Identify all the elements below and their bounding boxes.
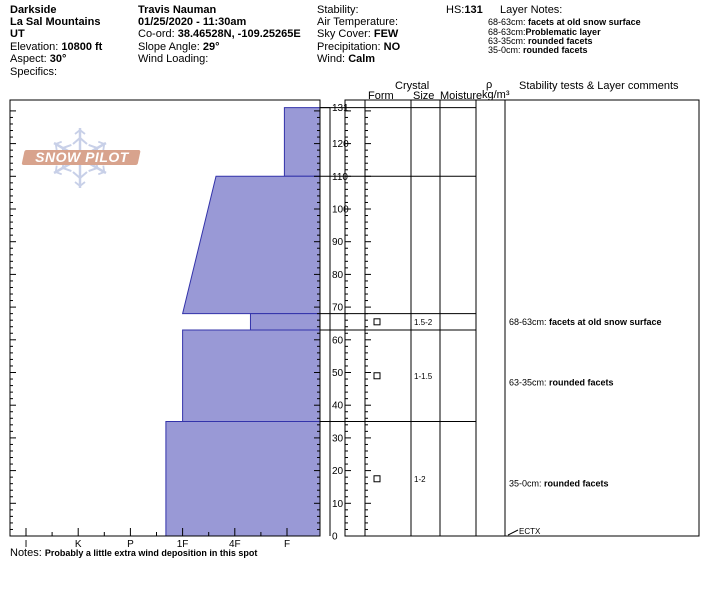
sky-cover-label: Sky Cover: <box>317 28 371 40</box>
notes-text: Probably a little extra wind deposition in this spot <box>44 548 258 558</box>
depth-tick-label: 100 <box>332 204 349 216</box>
specifics-label: Specifics: <box>10 66 58 78</box>
layer-comment <box>509 479 609 489</box>
observer-name: Travis Nauman <box>138 4 217 16</box>
hardness-tick-label: I <box>24 539 28 550</box>
sky-cover-value: FEW <box>373 28 399 40</box>
wind-label: Wind: <box>317 53 346 65</box>
hardness-tick-label: K <box>74 539 82 550</box>
hardness-layer <box>250 314 320 330</box>
snowpilot-logo <box>22 128 141 188</box>
size-header: Size <box>413 90 435 102</box>
depth-tick-label: 50 <box>332 368 344 379</box>
wind-value: Calm <box>348 53 376 65</box>
layer-comment-text: rounded facets <box>544 478 609 489</box>
layer-comment-range: 68-63cm: <box>509 316 550 327</box>
crystal-header: Crystal <box>395 80 430 92</box>
moisture-header: Moisture <box>440 90 483 102</box>
ectx-marker-line <box>508 530 518 535</box>
layer-note: 68-63cm: facets at old snow surface <box>488 17 641 27</box>
slope-value: 29° <box>202 41 220 53</box>
stability-comments-header: Stability tests & Layer comments <box>519 80 679 92</box>
crystal-size-value: 1-1.5 <box>414 371 433 381</box>
observation-datetime: 01/25/2020 - 11:30am <box>138 16 247 28</box>
layer-comment-range: 63-35cm: <box>509 377 550 388</box>
hardness-tick-label: F <box>283 539 291 550</box>
layer-comment <box>509 317 662 327</box>
depth-tick-label: 40 <box>332 400 344 412</box>
layer-comment-text: rounded facets <box>549 377 614 388</box>
depth-tick-label: 60 <box>332 335 344 347</box>
elevation-value: 10800 ft <box>61 41 103 53</box>
depth-tick-label: 131 <box>332 103 349 115</box>
layer-note: 68-63cm:Problematic layer <box>488 27 601 37</box>
hardness-layer <box>183 330 320 422</box>
depth-tick-label: 30 <box>332 433 344 445</box>
density-unit: kg/m³ <box>482 89 510 101</box>
hardness-profile <box>166 108 320 536</box>
ectx-label: ECTX <box>519 527 541 536</box>
slope-label: Slope Angle: <box>138 41 200 53</box>
stability-label: Stability: <box>317 4 359 16</box>
depth-tick-label: 90 <box>332 237 344 249</box>
hardness-tick-label: P <box>127 539 134 550</box>
precipitation-label: Precipitation: <box>317 41 381 53</box>
facet-crystal-icon <box>374 476 380 482</box>
layer-comment-text: facets at old snow surface <box>549 316 662 327</box>
depth-tick-label: 110 <box>332 171 348 183</box>
notes-label: Notes: <box>10 547 42 559</box>
hardness-tick-label: 4F <box>228 539 241 550</box>
layer-comment <box>509 377 614 387</box>
notes <box>10 547 257 559</box>
precipitation-value: NO <box>383 41 401 53</box>
depth-tick-label: 10 <box>332 498 344 510</box>
hs-value: 131 <box>464 4 483 16</box>
facet-crystal-icon <box>374 319 380 325</box>
elevation-label: Elevation: <box>10 41 59 53</box>
wind-loading-label: Wind Loading: <box>138 53 209 65</box>
aspect-value: 30° <box>49 53 67 65</box>
crystal-size-value: 1.5-2 <box>414 317 433 327</box>
logo-text: SNOW PILOT <box>35 149 129 165</box>
depth-tick-label: 80 <box>332 269 344 281</box>
form-header: Form <box>368 90 394 102</box>
density-symbol: ρ <box>486 79 493 91</box>
layer-note: 35-0cm: rounded facets <box>488 45 588 55</box>
layer-table <box>320 108 662 489</box>
mountain-range: La Sal Mountains <box>10 16 101 28</box>
depth-tick-label: 20 <box>332 466 344 478</box>
layer-notes-title: Layer Notes: <box>500 4 563 16</box>
state: UT <box>10 28 25 40</box>
air-temperature-label: Air Temperature: <box>317 16 399 28</box>
depth-tick-label: 70 <box>332 302 344 314</box>
hardness-layer <box>284 108 320 177</box>
hs-label: HS: <box>446 4 465 16</box>
hardness-layer <box>183 176 320 313</box>
depth-tick-label: 120 <box>332 139 349 151</box>
hardness-tick-label: 1F <box>176 539 189 550</box>
layer-comment-range: 35-0cm: <box>509 478 545 489</box>
hardness-layer <box>166 422 320 536</box>
location-name: Darkside <box>10 4 57 16</box>
coordinates-label: Co-ord: <box>138 28 175 40</box>
coordinates-value: 38.46528N, -109.25265E <box>177 28 301 40</box>
depth-tick-label: 0 <box>332 531 338 543</box>
layer-note: 63-35cm: rounded facets <box>488 36 593 46</box>
facet-crystal-icon <box>374 373 380 379</box>
aspect-label: Aspect: <box>10 53 47 65</box>
crystal-size-value: 1-2 <box>414 474 426 484</box>
